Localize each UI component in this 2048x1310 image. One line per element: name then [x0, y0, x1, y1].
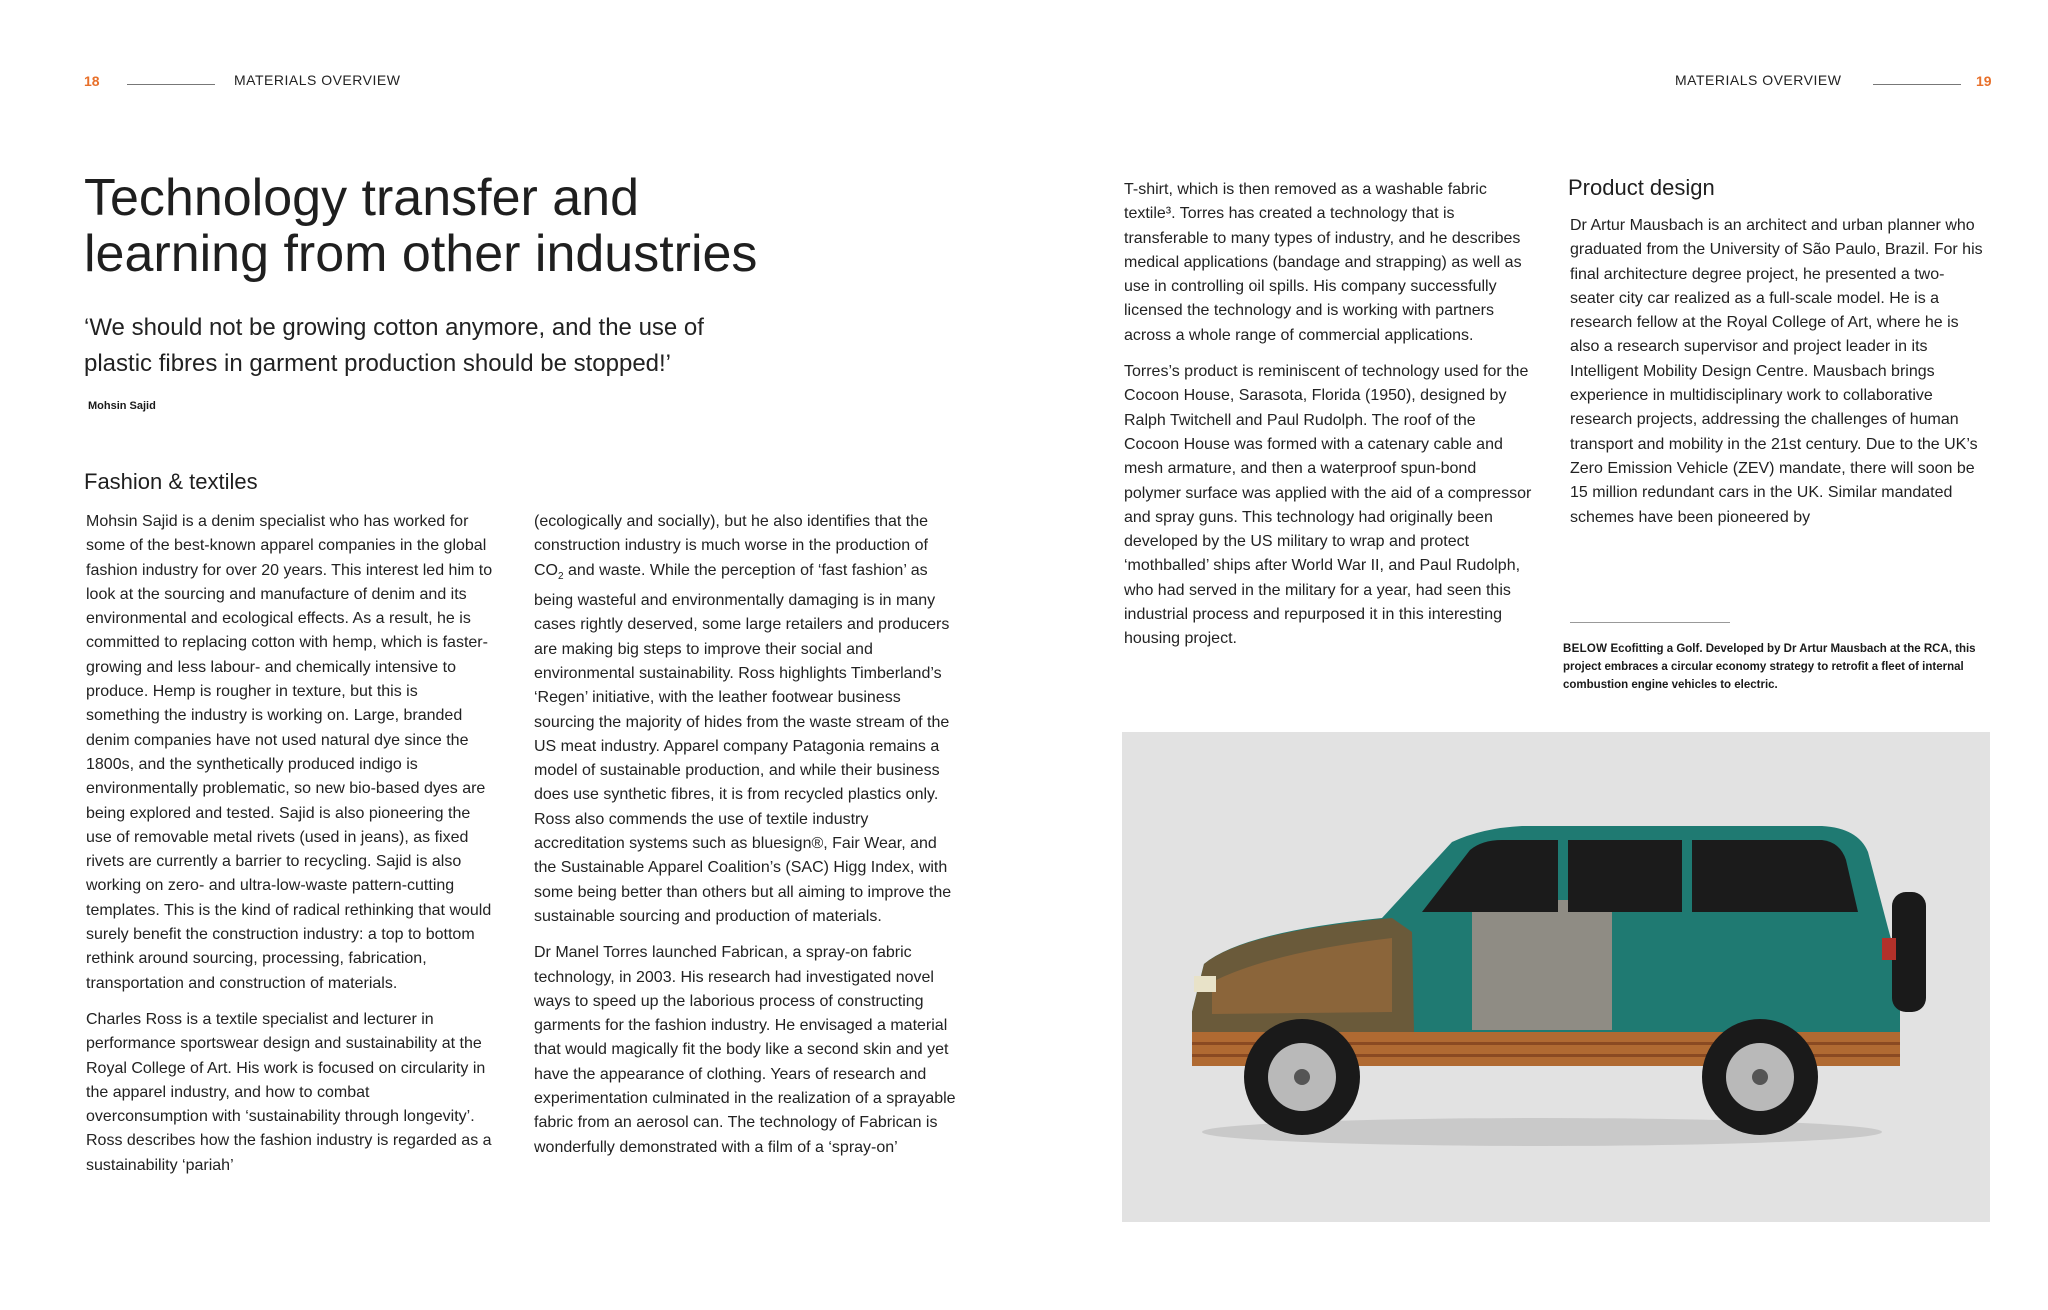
recycled-door-panel: [1472, 900, 1612, 1030]
photo-caption: [1563, 640, 1983, 694]
paragraph-torres-continued: T-shirt, which is then removed as a washable fabric textile³. Torres has created a technology that is transferable to many types of industry, and he describes medical applications (bandage and strapping) as well as use in controlling oil spills. His company successfully licensed the technology and is working with partners across a whole range of commercial applications.: [1124, 181, 1522, 344]
rear-window: [1692, 840, 1858, 912]
product-design-heading: Product design: [1568, 175, 1715, 200]
fashion-textiles-heading: Fashion & textiles: [84, 469, 258, 494]
co2-subscript: 2: [558, 570, 564, 582]
co2-text-after: and waste. While the perception of ‘fast fashion’ as being wasteful and environmentally damaging is in many cases rightly deserved, some large retailers and producers are making big steps to improve their social and environmental sustainability. Ross highlights Timberland’s ‘Regen’ initiative, with the leather footwear business sourcing the majority of hides from the waste stream of the US meat industry. Apparel company Patagonia remains a model of sustainable production, and while their business does use synthetic fibres, it is from recycled plastics only. Ross also commends the use of textile industry accreditation systems such as bluesign®, Fair Wear, and the Sustainable Apparel Coalition’s (SAC) Higg Index, with some being better than others but all aiming to improve the sustainable sourcing and production of materials.: [534, 561, 952, 925]
pull-quote: [84, 310, 774, 382]
body-column-3: [1124, 178, 1534, 664]
paragraph-sajid: Mohsin Sajid is a denim specialist who has worked for some of the best-known apparel companies in the global fashion industry for over 20 years. This interest led him to look at the sourcing and manufacture of denim and its environmental and ecological effects. As a result, he is committed to replacing cotton with hemp, which is faster-growing and less labour- and chemically intensive to produce. Hemp is rougher in texture, but this is something the industry is working on. Large, branded denim companies have not used natural dye since the 1800s, and the synthetically produced indigo is environmentally problematic, so new bio-based dyes are being explored and tested. Sajid is also pioneering the use of removable metal rivets (used in jeans), as fixed rivets are currently a barrier to recycling. Sajid is also working on zero- and ultra-low-waste pattern-cutting templates. This is the kind of radical rethinking that would surely benefit the construction industry: a top to bottom rethink around sourcing, processing, fabrication, transportation and construction of materials.: [86, 513, 493, 992]
pull-quote-line-1: ‘We should not be growing cotton anymore, and the use of: [84, 314, 704, 341]
article-title: [84, 170, 844, 282]
body-column-4: [1570, 214, 1988, 542]
pull-quote-line-2: plastic fibres in garment production should be stopped!’: [84, 350, 672, 377]
car-photo: [1122, 732, 1990, 1222]
body-column-1: [86, 510, 494, 1190]
caption-label: BELOW: [1563, 643, 1608, 655]
header-rule-right: [1873, 84, 1961, 85]
page-number-left: 18: [84, 73, 100, 89]
middle-window: [1568, 840, 1682, 912]
spare-wheel: [1892, 892, 1926, 1012]
co2-text-before: (ecologically and socially), but he also identifies that the construction industry is much worse in the production of CO: [534, 513, 928, 579]
caption-rule: [1570, 622, 1730, 623]
paragraph-torres: Dr Manel Torres launched Fabrican, a spray-on fabric technology, in 2003. His research had investigated novel ways to speed up the laborious process of constructing garments for the fashion industry. He envisaged a material that would magically fit the body like a second skin and yet have the appearance of clothing. Years of research and experimentation culminated in the realization of a sprayable fabric from an aerosol can. The technology of Fabrican is wonderfully demonstrated with a film of a ‘spray-on’: [534, 944, 956, 1156]
running-head-right: MATERIALS OVERVIEW: [1675, 72, 1842, 88]
running-head-left: MATERIALS OVERVIEW: [234, 72, 401, 88]
rear-hub: [1752, 1069, 1768, 1085]
paragraph-ross: Charles Ross is a textile specialist and lecturer in performance sportswear design and sustainability at the Royal College of Art. His work is focused on circularity in the apparel industry, and how to combat overconsumption with ‘sustainability through longevity’. Ross describes how the fashion industry is regarded as a sustainability ‘pariah’: [86, 1010, 492, 1174]
page-number-right: 19: [1976, 73, 1992, 89]
article-title-line-2: learning from other industries: [84, 225, 758, 283]
header-rule-left: [127, 84, 215, 85]
retrofitted-car-illustration: [1122, 732, 1990, 1222]
taillight: [1882, 938, 1896, 960]
headlight: [1194, 976, 1216, 992]
paragraph-mausbach: Dr Artur Mausbach is an architect and urban planner who graduated from the University of São Paulo, Brazil. For his final architecture degree project, he presented a two-seater city car realized as a full-scale model. He is a research fellow at the Royal College of Art, where he is also a research supervisor and project leader in its Intelligent Mobility Design Centre. Mausbach brings experience in multidisciplinary work to collaborative research projects, addressing the challenges of human transport and mobility in the 21st century. Due to the UK’s Zero Emission Vehicle (ZEV) mandate, there will soon be 15 million redundant cars in the UK. Similar mandated schemes have been pioneered by: [1570, 217, 1983, 526]
paragraph-cocoon-house: Torres’s product is reminiscent of technology used for the Cocoon House, Sarasota, Florida (1950), designed by Ralph Twitchell and Paul Rudolph. The roof of the Cocoon House was formed with a catenary cable and mesh armature, and then a waterproof spun-bond polymer surface was applied with the aid of a compressor and spray guns. This technology had originally been developed by the US military to wrap and protect ‘mothballed’ ships after World War II, and Paul Rudolph, who had served in the military for a year, had seen this industrial process and repurposed it in this interesting housing project.: [1124, 363, 1532, 648]
caption-text: Ecofitting a Golf. Developed by Dr Artur Mausbach at the RCA, this project embraces a circular economy strategy to retrofit a fleet of internal combustion engine vehicles to electric.: [1563, 643, 1976, 691]
paragraph-ross-continued: [534, 510, 958, 929]
article-title-line-1: Technology transfer and: [84, 169, 640, 227]
quote-attribution: Mohsin Sajid: [88, 400, 156, 412]
front-hub: [1294, 1069, 1310, 1085]
body-column-2: [534, 510, 958, 1172]
